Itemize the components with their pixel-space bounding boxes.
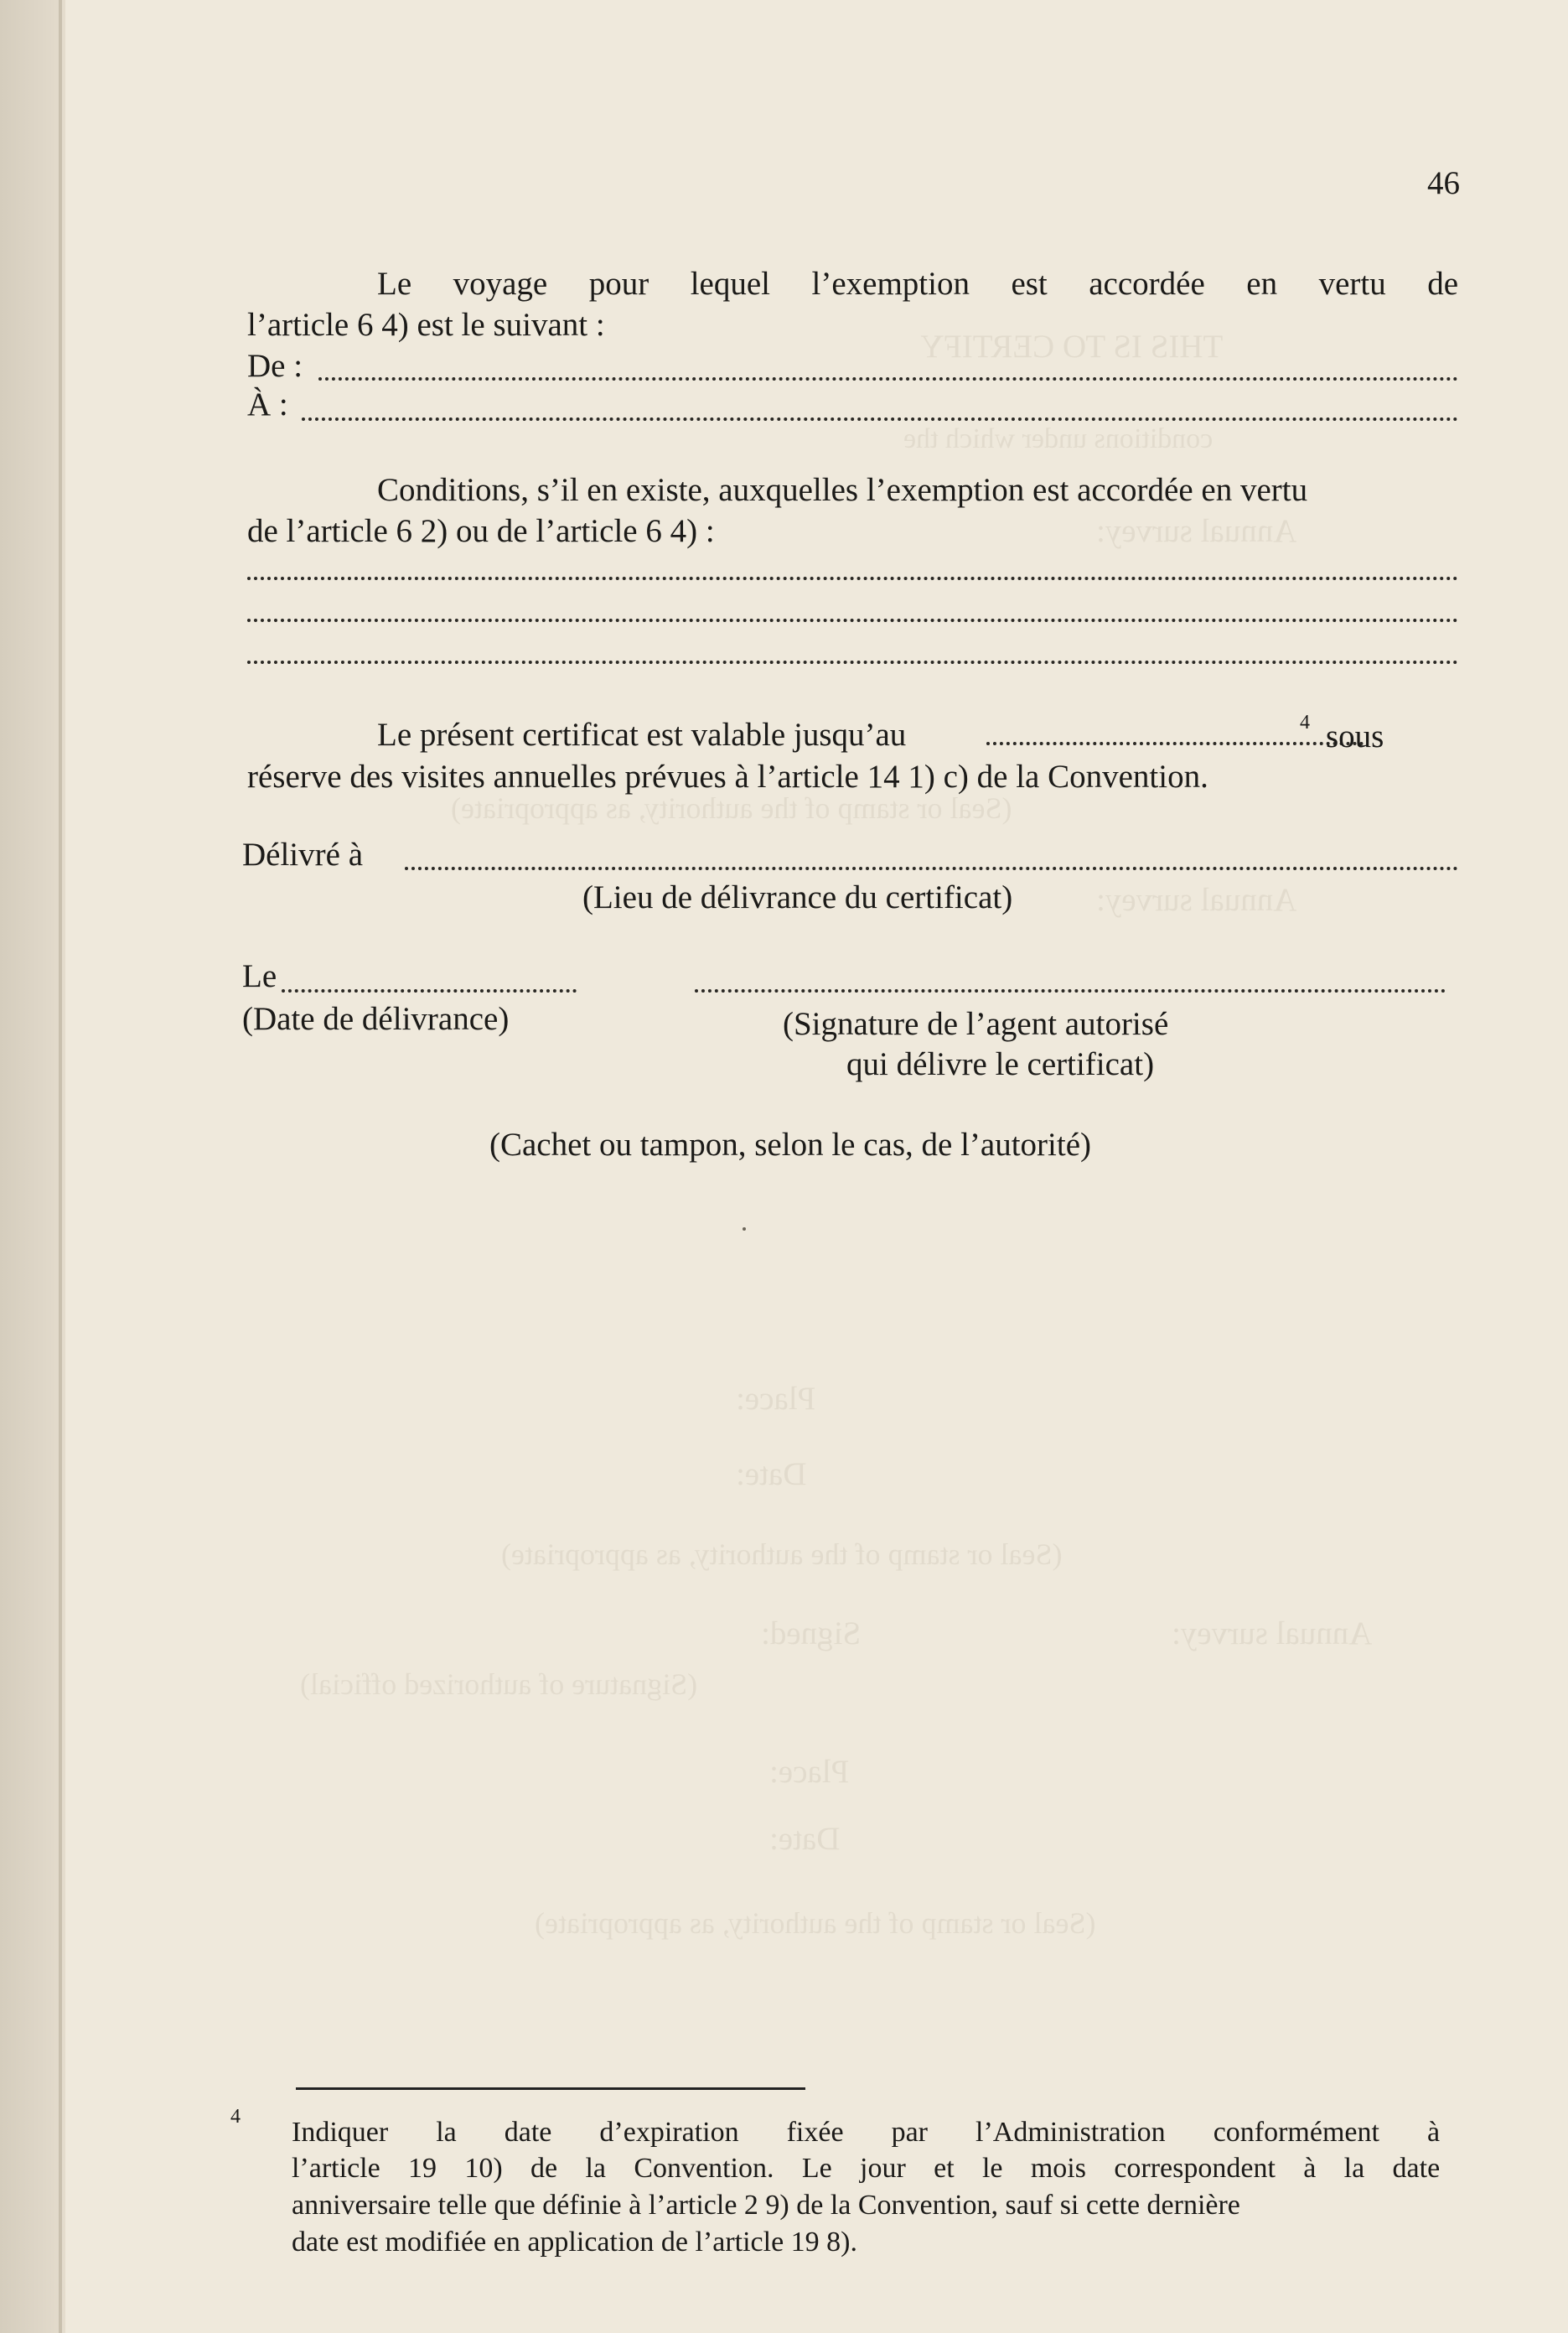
show-through-text: conditions under which the	[903, 423, 1214, 454]
conditions-dotted-line-3[interactable]	[247, 661, 1458, 664]
word: d’expiration	[599, 2117, 739, 2148]
show-through-text: (Signature of authorized official)	[300, 1667, 698, 1701]
seal-caption: (Cachet ou tampon, selon le cas, de l’autorité)	[489, 1127, 1091, 1163]
validity-paragraph-line-1-start: Le présent certificat est valable jusqu’au	[377, 717, 907, 753]
show-through-text: Signed:	[761, 1615, 862, 1651]
word: voyage	[453, 266, 548, 302]
date-label: Le	[242, 958, 277, 994]
word: la	[436, 2117, 457, 2148]
word: en	[1246, 266, 1278, 302]
issued-place-caption: (Lieu de délivrance du certificat)	[582, 879, 1013, 915]
word: date	[1392, 2153, 1441, 2184]
document-page	[65, 0, 1568, 2333]
validity-paragraph-line-1-end: sous	[1326, 718, 1384, 754]
word: date	[504, 2117, 552, 2148]
footnote-line-3: anniversaire telle que définie à l’article 2 9) de la Convention, sauf si cette dernière	[292, 2190, 1240, 2221]
show-through-text: (Seal or stamp of the authority, as appropriate)	[501, 1537, 1063, 1571]
word: à	[1303, 2153, 1317, 2184]
word: vertu	[1318, 266, 1386, 302]
word: Indiquer	[292, 2117, 389, 2148]
paper-speck	[743, 1227, 746, 1231]
show-through-text: (Seal or stamp of the authority, as appropriate)	[451, 791, 1012, 825]
word: 10)	[464, 2153, 503, 2184]
word: l’article	[292, 2153, 380, 2184]
to-label: À :	[247, 386, 288, 423]
show-through-text: Annual survey:	[1172, 1615, 1373, 1651]
issue-date-dotted-line[interactable]	[282, 989, 577, 993]
from-label: De :	[247, 348, 303, 384]
word: Le	[377, 266, 412, 302]
word: pour	[588, 266, 649, 302]
word: correspondent	[1114, 2153, 1276, 2184]
conditions-paragraph-line-2: de l’article 6 2) ou de l’article 6 4) :	[247, 513, 715, 549]
show-through-text: Place:	[769, 1754, 850, 1790]
word: de	[530, 2153, 558, 2184]
word: mois	[1030, 2153, 1086, 2184]
word: de	[1427, 266, 1459, 302]
voyage-paragraph-line-1	[377, 264, 1458, 304]
validity-paragraph-line-2: réserve des visites annuelles prévues à l’article 14 1) c) de la Convention.	[247, 759, 1208, 795]
footnote-line-2	[292, 2149, 1440, 2187]
word: l’exemption	[811, 266, 970, 302]
word: fixée	[786, 2117, 844, 2148]
issued-place-dotted-line[interactable]	[405, 867, 1458, 870]
footnote-separator	[296, 2087, 805, 2090]
issued-at-label: Délivré à	[242, 837, 364, 873]
word: à	[1426, 2117, 1441, 2148]
word: la	[585, 2153, 606, 2184]
show-through-text: Annual survey:	[1096, 513, 1297, 549]
validity-footnote-reference: 4	[1300, 712, 1310, 734]
word: l’Administration	[975, 2117, 1166, 2148]
word: et	[934, 2153, 955, 2184]
conditions-dotted-line-2[interactable]	[247, 619, 1458, 622]
word: le	[981, 2153, 1003, 2184]
to-field-dotted-line[interactable]	[302, 417, 1458, 421]
word: Le	[801, 2153, 832, 2184]
show-through-text: Annual survey:	[1096, 882, 1297, 918]
signature-caption-line-1: (Signature de l’agent autorisé	[783, 1006, 1169, 1042]
page-number: 46	[1427, 165, 1460, 201]
show-through-text: Date:	[736, 1456, 807, 1492]
show-through-text: Place:	[736, 1381, 816, 1417]
word: conformément	[1213, 2117, 1379, 2148]
show-through-text: Date:	[769, 1821, 841, 1857]
conditions-dotted-line-1[interactable]	[247, 577, 1458, 580]
conditions-paragraph-line-1: Conditions, s’il en existe, auxquelles l’exemption est accordée en vertu	[377, 472, 1308, 508]
footnote-marker: 4	[230, 2106, 241, 2128]
book-spine-shadow	[0, 0, 65, 2333]
word: 19	[408, 2153, 437, 2184]
word: par	[891, 2117, 928, 2148]
word: la	[1343, 2153, 1365, 2184]
voyage-paragraph-line-2: l’article 6 4) est le suivant :	[247, 307, 605, 343]
signature-dotted-line[interactable]	[695, 989, 1446, 993]
word: Convention.	[634, 2153, 774, 2184]
date-caption: (Date de délivrance)	[242, 1001, 510, 1037]
show-through-text: THIS IS TO CERTIFY	[920, 329, 1224, 365]
book-gutter-edge	[59, 0, 62, 2333]
word: jour	[860, 2153, 906, 2184]
show-through-text: (Seal or stamp of the authority, as appropriate)	[535, 1906, 1096, 1940]
from-field-dotted-line[interactable]	[318, 377, 1458, 381]
word: accordée	[1089, 266, 1205, 302]
word: lequel	[690, 266, 771, 302]
footnote-line-4: date est modifiée en application de l’article 19 8).	[292, 2227, 858, 2258]
footnote-line-1	[292, 2113, 1440, 2151]
word: est	[1011, 266, 1048, 302]
signature-caption-line-2: qui délivre le certificat)	[846, 1046, 1155, 1082]
